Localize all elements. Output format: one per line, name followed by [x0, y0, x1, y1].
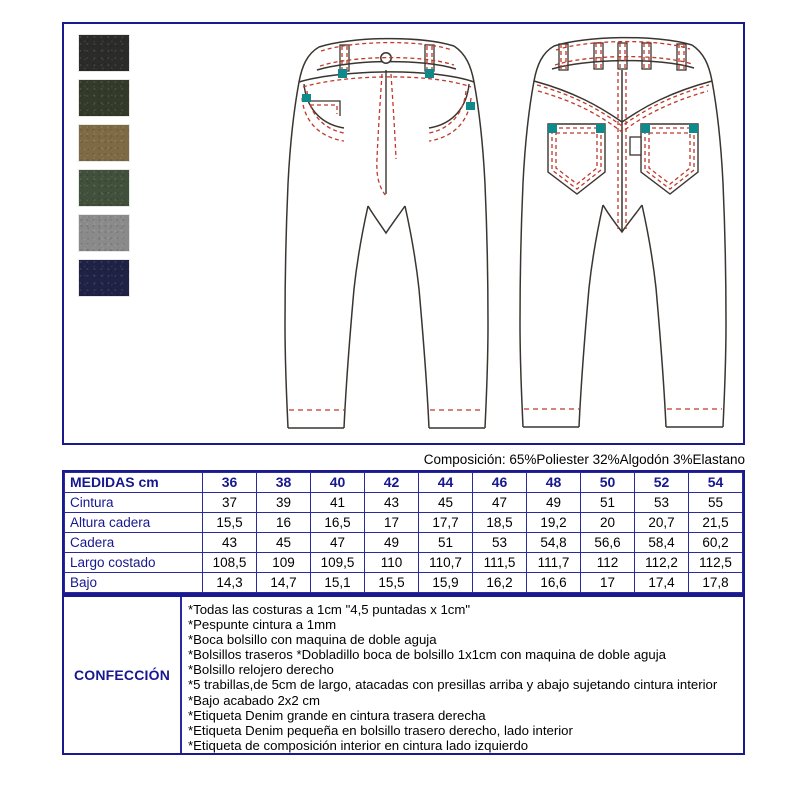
color-swatch-verde-oscuro	[78, 79, 130, 117]
measure-value: 109	[257, 553, 311, 573]
size-header: 50	[581, 473, 635, 493]
measure-value: 17,8	[689, 573, 743, 593]
confeccion-panel	[62, 595, 745, 755]
measure-value: 14,3	[203, 573, 257, 593]
measure-value: 109,5	[311, 553, 365, 573]
color-swatch-verde-oliva	[78, 169, 130, 207]
measure-value: 53	[473, 533, 527, 553]
size-header: 44	[419, 473, 473, 493]
confeccion-label: CONFECCIÓN	[73, 667, 171, 683]
color-swatch-camel	[78, 124, 130, 162]
size-header: 36	[203, 473, 257, 493]
table-row	[65, 493, 743, 513]
confeccion-line: *Etiqueta de composición interior en cintura lado izquierdo	[188, 737, 529, 753]
measure-value: 15,5	[365, 573, 419, 593]
measure-value: 45	[257, 533, 311, 553]
measure-value: 43	[365, 493, 419, 513]
measure-value: 110	[365, 553, 419, 573]
measure-value: 53	[635, 493, 689, 513]
measure-value: 110,7	[419, 553, 473, 573]
confeccion-line: *5 trabillas,de 5cm de largo, atacadas con presillas arriba y abajo sujetando cintura interior	[188, 677, 718, 693]
measure-value: 41	[311, 493, 365, 513]
measure-value: 19,2	[527, 513, 581, 533]
measure-value: 43	[203, 533, 257, 553]
back-belt-loops	[559, 43, 686, 70]
measure-label: Bajo	[65, 573, 203, 593]
confeccion-line: *Bolsillos traseros *Dobladillo boca de bolsillo 1x1cm con maquina de doble aguja	[188, 647, 666, 663]
color-swatch-gris	[78, 214, 130, 252]
measure-value: 55	[689, 493, 743, 513]
measure-value: 60,2	[689, 533, 743, 553]
measure-label: Largo costado	[65, 553, 203, 573]
denim-label-tab	[630, 137, 641, 155]
measure-value: 112,5	[689, 553, 743, 573]
table-row	[65, 573, 743, 593]
measure-value: 17,4	[635, 573, 689, 593]
measure-value: 39	[257, 493, 311, 513]
measure-value: 37	[203, 493, 257, 513]
confeccion-line: *Bajo acabado 2x2 cm	[188, 692, 320, 708]
measurements-table	[62, 470, 745, 595]
measure-value: 15,9	[419, 573, 473, 593]
size-header: 38	[257, 473, 311, 493]
measure-value: 14,7	[257, 573, 311, 593]
measure-value: 111,5	[473, 553, 527, 573]
measure-value: 54,8	[527, 533, 581, 553]
confeccion-label-cell	[64, 597, 182, 753]
color-swatch-list	[78, 34, 134, 304]
technical-flat-drawings	[144, 24, 744, 443]
color-swatch-marino	[78, 259, 130, 297]
size-header: 42	[365, 473, 419, 493]
measure-value: 21,5	[689, 513, 743, 533]
confeccion-line: *Todas las costuras a 1cm "4,5 puntadas x 1cm"	[188, 602, 471, 617]
measure-value: 58,4	[635, 533, 689, 553]
table-header-row	[65, 473, 743, 493]
measure-value: 56,6	[581, 533, 635, 553]
measure-value: 16,6	[527, 573, 581, 593]
size-header: 40	[311, 473, 365, 493]
measure-value: 112	[581, 553, 635, 573]
confeccion-line-list	[182, 597, 743, 753]
confeccion-line: *Pespunte cintura a 1mm	[188, 617, 337, 633]
size-header: 52	[635, 473, 689, 493]
table-row	[65, 553, 743, 573]
measure-value: 16,5	[311, 513, 365, 533]
confeccion-line: *Etiqueta Denim pequeña en bolsillo trasero derecho, lado interior	[188, 722, 573, 738]
measure-value: 49	[527, 493, 581, 513]
measure-value: 17,7	[419, 513, 473, 533]
table-row	[65, 533, 743, 553]
measure-value: 15,5	[203, 513, 257, 533]
measure-value: 51	[419, 533, 473, 553]
measure-value: 111,7	[527, 553, 581, 573]
measure-value: 17	[365, 513, 419, 533]
measure-value: 20,7	[635, 513, 689, 533]
measure-value: 49	[365, 533, 419, 553]
size-header: 48	[527, 473, 581, 493]
table-corner-label: MEDIDAS cm	[65, 473, 203, 493]
measure-value: 16	[257, 513, 311, 533]
confeccion-line: *Bolsillo relojero derecho	[188, 662, 334, 678]
confeccion-line: *Boca bolsillo con maquina de doble aguja	[188, 632, 437, 648]
composition-text: Composición: 65%Poliester 32%Algodón 3%Elastano	[423, 452, 745, 467]
measure-value: 47	[473, 493, 527, 513]
color-swatch-negro	[78, 34, 130, 72]
size-header: 54	[689, 473, 743, 493]
measure-label: Cintura	[65, 493, 203, 513]
measure-value: 112,2	[635, 553, 689, 573]
measure-value: 47	[311, 533, 365, 553]
measure-value: 18,5	[473, 513, 527, 533]
table-row	[65, 513, 743, 533]
measure-value: 17	[581, 573, 635, 593]
measure-value: 20	[581, 513, 635, 533]
size-header: 46	[473, 473, 527, 493]
measure-value: 51	[581, 493, 635, 513]
illustration-panel	[62, 22, 745, 445]
confeccion-line: *Etiqueta Denim grande en cintura trasera derecha	[188, 707, 486, 723]
measure-value: 16,2	[473, 573, 527, 593]
back-view	[520, 38, 726, 427]
measure-label: Altura cadera	[65, 513, 203, 533]
measure-value: 45	[419, 493, 473, 513]
measure-label: Cadera	[65, 533, 203, 553]
measure-value: 108,5	[203, 553, 257, 573]
measure-value: 15,1	[311, 573, 365, 593]
